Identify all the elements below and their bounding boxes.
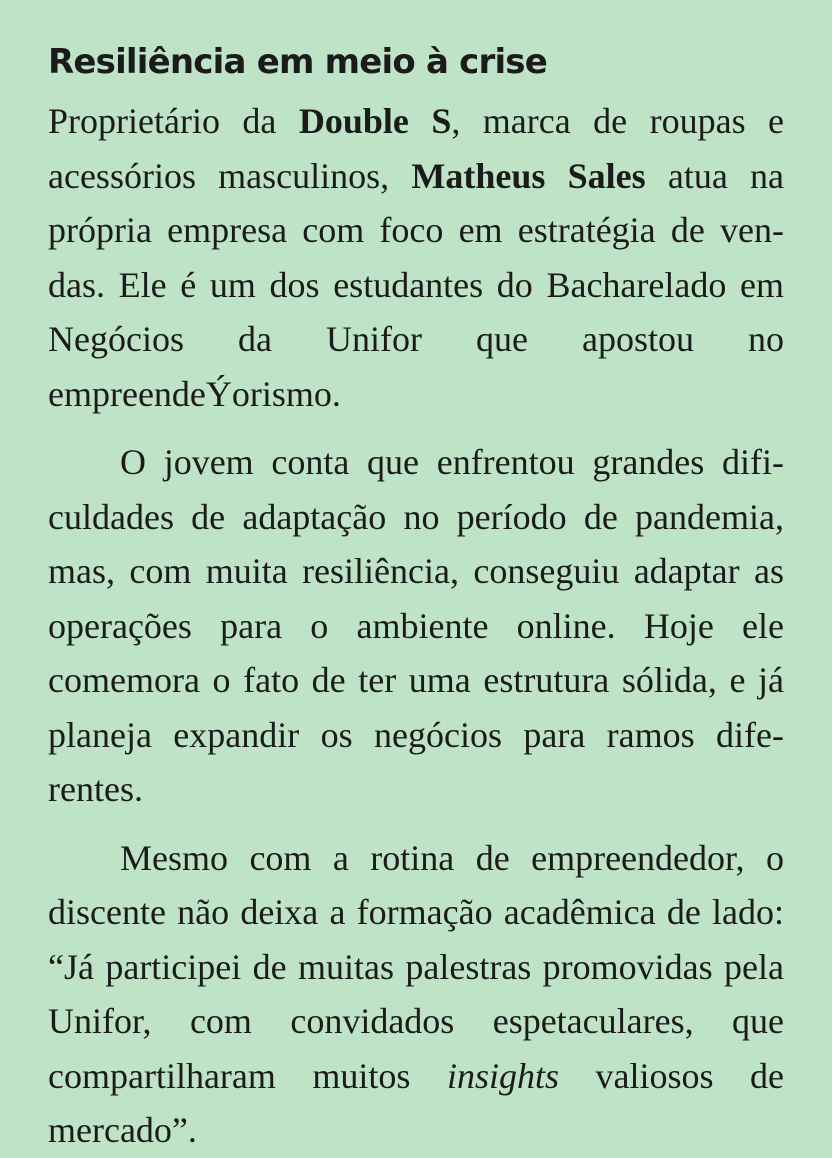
paragraph-1 — [48, 94, 784, 421]
article-box — [48, 36, 784, 1158]
person-name: Matheus Sales — [411, 155, 646, 196]
article-title: Resiliência em meio à crise — [48, 42, 548, 82]
brand-name: Double S — [298, 101, 452, 141]
paragraph-3 — [48, 831, 784, 1158]
p3-text-end: valiosos de mercado”. — [48, 1055, 784, 1150]
p1-text-middle: , marca de roupas e acessórios masculinos, — [48, 101, 785, 196]
insights-word: insights — [446, 1055, 559, 1096]
paragraph-2: O jovem conta que enfrentou grandes dificuldades de adaptação no período de pandemia, mas, com muita resiliência, conseguiu adaptar as operações para o ambiente online. Hoje ele comemora o fato de ter uma estrutura sólida, e já planeja expandir os negócios para ramos diferentes. — [48, 442, 784, 809]
p3-text-start: Mesmo com a rotina de empreendedor, o discente não deixa a formação acadêmica de lado: “Já participei de muitas palestras promovidas pela Unifor, com convidados espetaculares, que compartilharam muitos — [48, 837, 784, 1096]
p1-text-start: Proprietário da — [48, 101, 299, 141]
p1-text-end: atua na própria empresa com foco em estratégia de vendas. Ele é um dos estudantes do Bacharelado em Negócios da Unifor que apostou no empreendeÝorismo. — [48, 155, 785, 414]
